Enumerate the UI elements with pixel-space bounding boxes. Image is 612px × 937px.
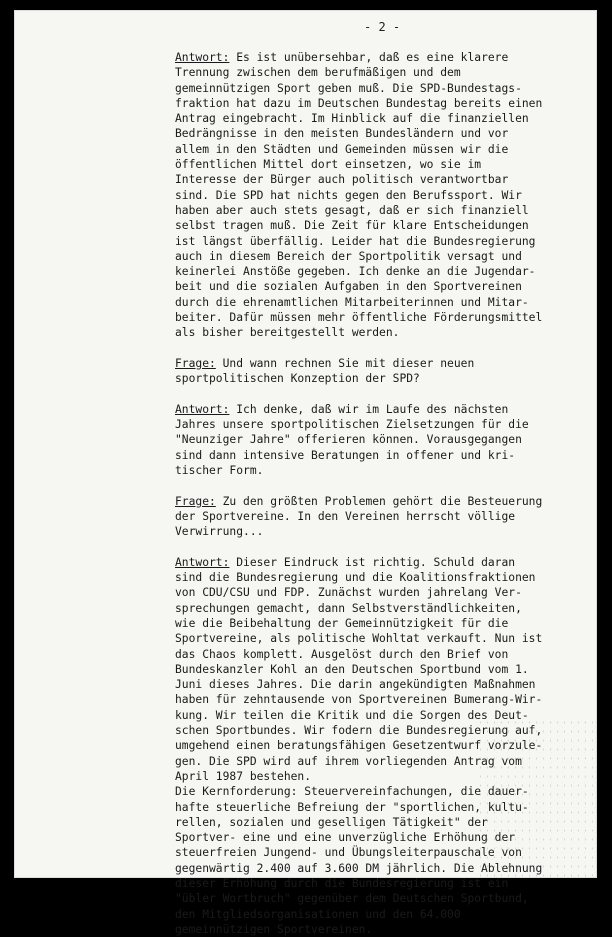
text-line [175,891,585,906]
speaker-label: Frage: [175,494,216,508]
text-line [175,264,585,279]
line-text: auch in diesem Bereich der Sportpolitik versagt und [175,249,522,263]
line-text: "Neunziger Jahre" offerieren können. Vorausgegangen [175,433,522,447]
text-line [175,417,585,432]
paragraph [175,356,585,387]
text-line [175,81,585,96]
paragraph-gap [175,387,585,402]
text-line [175,585,585,600]
speaker-label: Antwort: [175,555,230,569]
scan-noise [477,718,597,878]
line-text: steuerfreien Jungend- und Übungsleiterpauschale von [175,846,522,860]
text-line [175,142,585,157]
line-text: Trennung zwischen dem berufmäßigen und dem [175,66,461,80]
line-text: wie die Beibehaltung der Gemeinnützigkeit für die [175,616,509,630]
text-line [175,922,585,937]
text-line [175,356,585,371]
line-text: Die Kernforderung: Steuervereinfachungen, die dauer- [175,785,529,799]
text-line [175,96,585,111]
text-line [175,601,585,616]
text-line [175,570,585,585]
line-text: Interesse der Bürger auch politisch verantwortbar [175,173,509,187]
line-text: Es ist unübersehbar, daß es eine klarere [229,51,509,64]
line-text: als bisher bereitgestellt werden. [175,326,400,340]
line-text: "übler Wortbruch" gegenüber dem Deutschen Sportbund, [175,892,529,906]
paragraph [175,402,585,478]
line-text: sind. Die SPD hat nichts gegen den Berufssport. Wir [175,188,522,202]
line-text: ist längst überfällig. Leider hat die Bundesregierung [175,234,536,248]
text-line [175,631,585,646]
line-text: sprechungen gemacht, dann Selbstverständlichkeiten, [175,601,522,615]
text-line [175,126,585,141]
line-text: von CDU/CSU und FDP. Zunächst wurden jahrelang Ver- [175,586,522,600]
line-text: sportpolitischen Konzeption der SPD? [175,372,420,386]
line-text: das Chaos komplett. Ausgelöst durch den Brief von [175,647,509,661]
line-text: umgehend einen beratungsfähigen Gesetzentwurf vorzule- [175,739,543,753]
text-line [175,677,585,692]
text-line [175,172,585,187]
line-text: fraktion hat dazu im Deutschen Bundestag bereits einen [175,96,543,110]
text-line [175,494,585,509]
text-line [175,218,585,233]
text-line [175,111,585,126]
line-text: Bundeskanzler Kohl an den Deutschen Sportbund vom 1. [175,662,529,676]
line-text: gegenwärtig 2.400 auf 3.600 DM jährlich. Die Ablehnung [175,861,543,875]
line-text: hafte steuerliche Befreiung der "sportlichen, kultu- [175,800,529,814]
line-text: Bedrängnisse in den meisten Bundesländern und vor [175,127,509,141]
page-number: - 2 - [364,20,401,34]
text-line [175,249,585,264]
line-text: Dieser Eindruck ist richtig. Schuld daran [229,555,516,569]
line-text: allem in den Städten und Gemeinden müssen wir die [175,142,509,156]
paragraph-gap [175,341,585,356]
text-line [175,203,585,218]
speaker-label: Antwort: [175,402,230,416]
text-line [175,448,585,463]
line-text: durch die ehrenamtlichen Mitarbeiterinnen und Mitar- [175,295,529,309]
line-text: Antrag eingebracht. Im Hinblick auf die finanziellen [175,112,529,126]
line-text: Und wann rechnen Sie mit dieser neuen [215,356,475,370]
text-line [175,325,585,340]
line-text: Verwirrung... [175,525,264,539]
text-line [175,65,585,80]
text-line [175,234,585,249]
line-text: Jahres unsere sportpolitischen Zielsetzungen für die [175,418,529,432]
text-line [175,524,585,539]
text-line [175,616,585,631]
line-text: Juni dieses Jahres. Die darin angekündigten Maßnahmen [175,678,536,692]
text-line [175,279,585,294]
line-text: April 1987 bestehen. [175,769,312,783]
line-text: Sportvereine, als politische Wohltat verkauft. Nun ist [175,632,543,646]
line-text: haben aber auch stets gesagt, daß er sich finanziell [175,203,529,217]
line-text: gen. Die SPD wird auf ihrem vorliegenden Antrag vom [175,754,522,768]
text-line [175,50,585,65]
speaker-label: Frage: [175,356,216,370]
paragraph-gap [175,540,585,555]
text-line [175,509,585,524]
text-line [175,432,585,447]
line-text: rellen, sozialen und geselligen Tätigkeit" der [175,815,488,829]
text-line [175,188,585,203]
speaker-label: Antwort: [175,51,230,64]
line-text: keinerlei Anstöße gegeben. Ich denke an die Jugendar- [175,265,536,279]
line-text: gemeinnützigen Sportvereinen. [175,922,373,936]
line-text: sind dann intensive Beratungen in offener und kri- [175,448,516,462]
text-line [175,692,585,707]
text-line [175,555,585,570]
line-text: Ich denke, daß wir im Laufe des nächsten [229,402,509,416]
text-line [175,876,585,891]
text-line [175,907,585,922]
document-page [14,10,597,936]
line-text: dieser Erhöhung durch die Bundesregierung ist ein [175,877,509,891]
line-text: Sportver- eine und eine unverzügliche Erhöhung der [175,831,516,845]
text-line [175,662,585,677]
line-text: tischer Form. [175,464,264,478]
paragraph-gap [175,478,585,493]
line-text: sind die Bundesregierung und die Koalitionsfraktionen [175,571,536,585]
line-text: kung. Wir teilen die Kritik und die Sorgen des Deut- [175,708,529,722]
line-text: Zu den größten Problemen gehört die Besteuerung [215,494,543,508]
paragraph [175,50,585,341]
line-text: öffentlichen Mittel dort einsetzen, wo sie im [175,158,482,172]
line-text: schen Sportbundes. Wir fodern die Bundesregierung auf, [175,724,543,738]
line-text: selbst tragen muß. Die Zeit für klare Entscheidungen [175,219,529,233]
line-text: beit und die sozialen Aufgaben in den Sportvereinen [175,280,522,294]
text-line [175,371,585,386]
line-text: gemeinnützigen Sport geben muß. Die SPD-Bundestags- [175,81,522,95]
text-line [175,310,585,325]
line-text: den Mitgliedsorganisationen und den 64.000 [175,907,461,921]
paragraph [175,494,585,540]
line-text: beiter. Dafür müssen mehr öffentliche Förderungsmittel [175,311,543,325]
line-text: haben für zehntausende von Sportvereinen Bumerang-Wir- [175,693,543,707]
text-line [175,463,585,478]
text-line [175,295,585,310]
line-text: der Sportvereine. In den Vereinen herrscht völlige [175,509,516,523]
text-line [175,402,585,417]
text-line [175,157,585,172]
text-line [175,647,585,662]
